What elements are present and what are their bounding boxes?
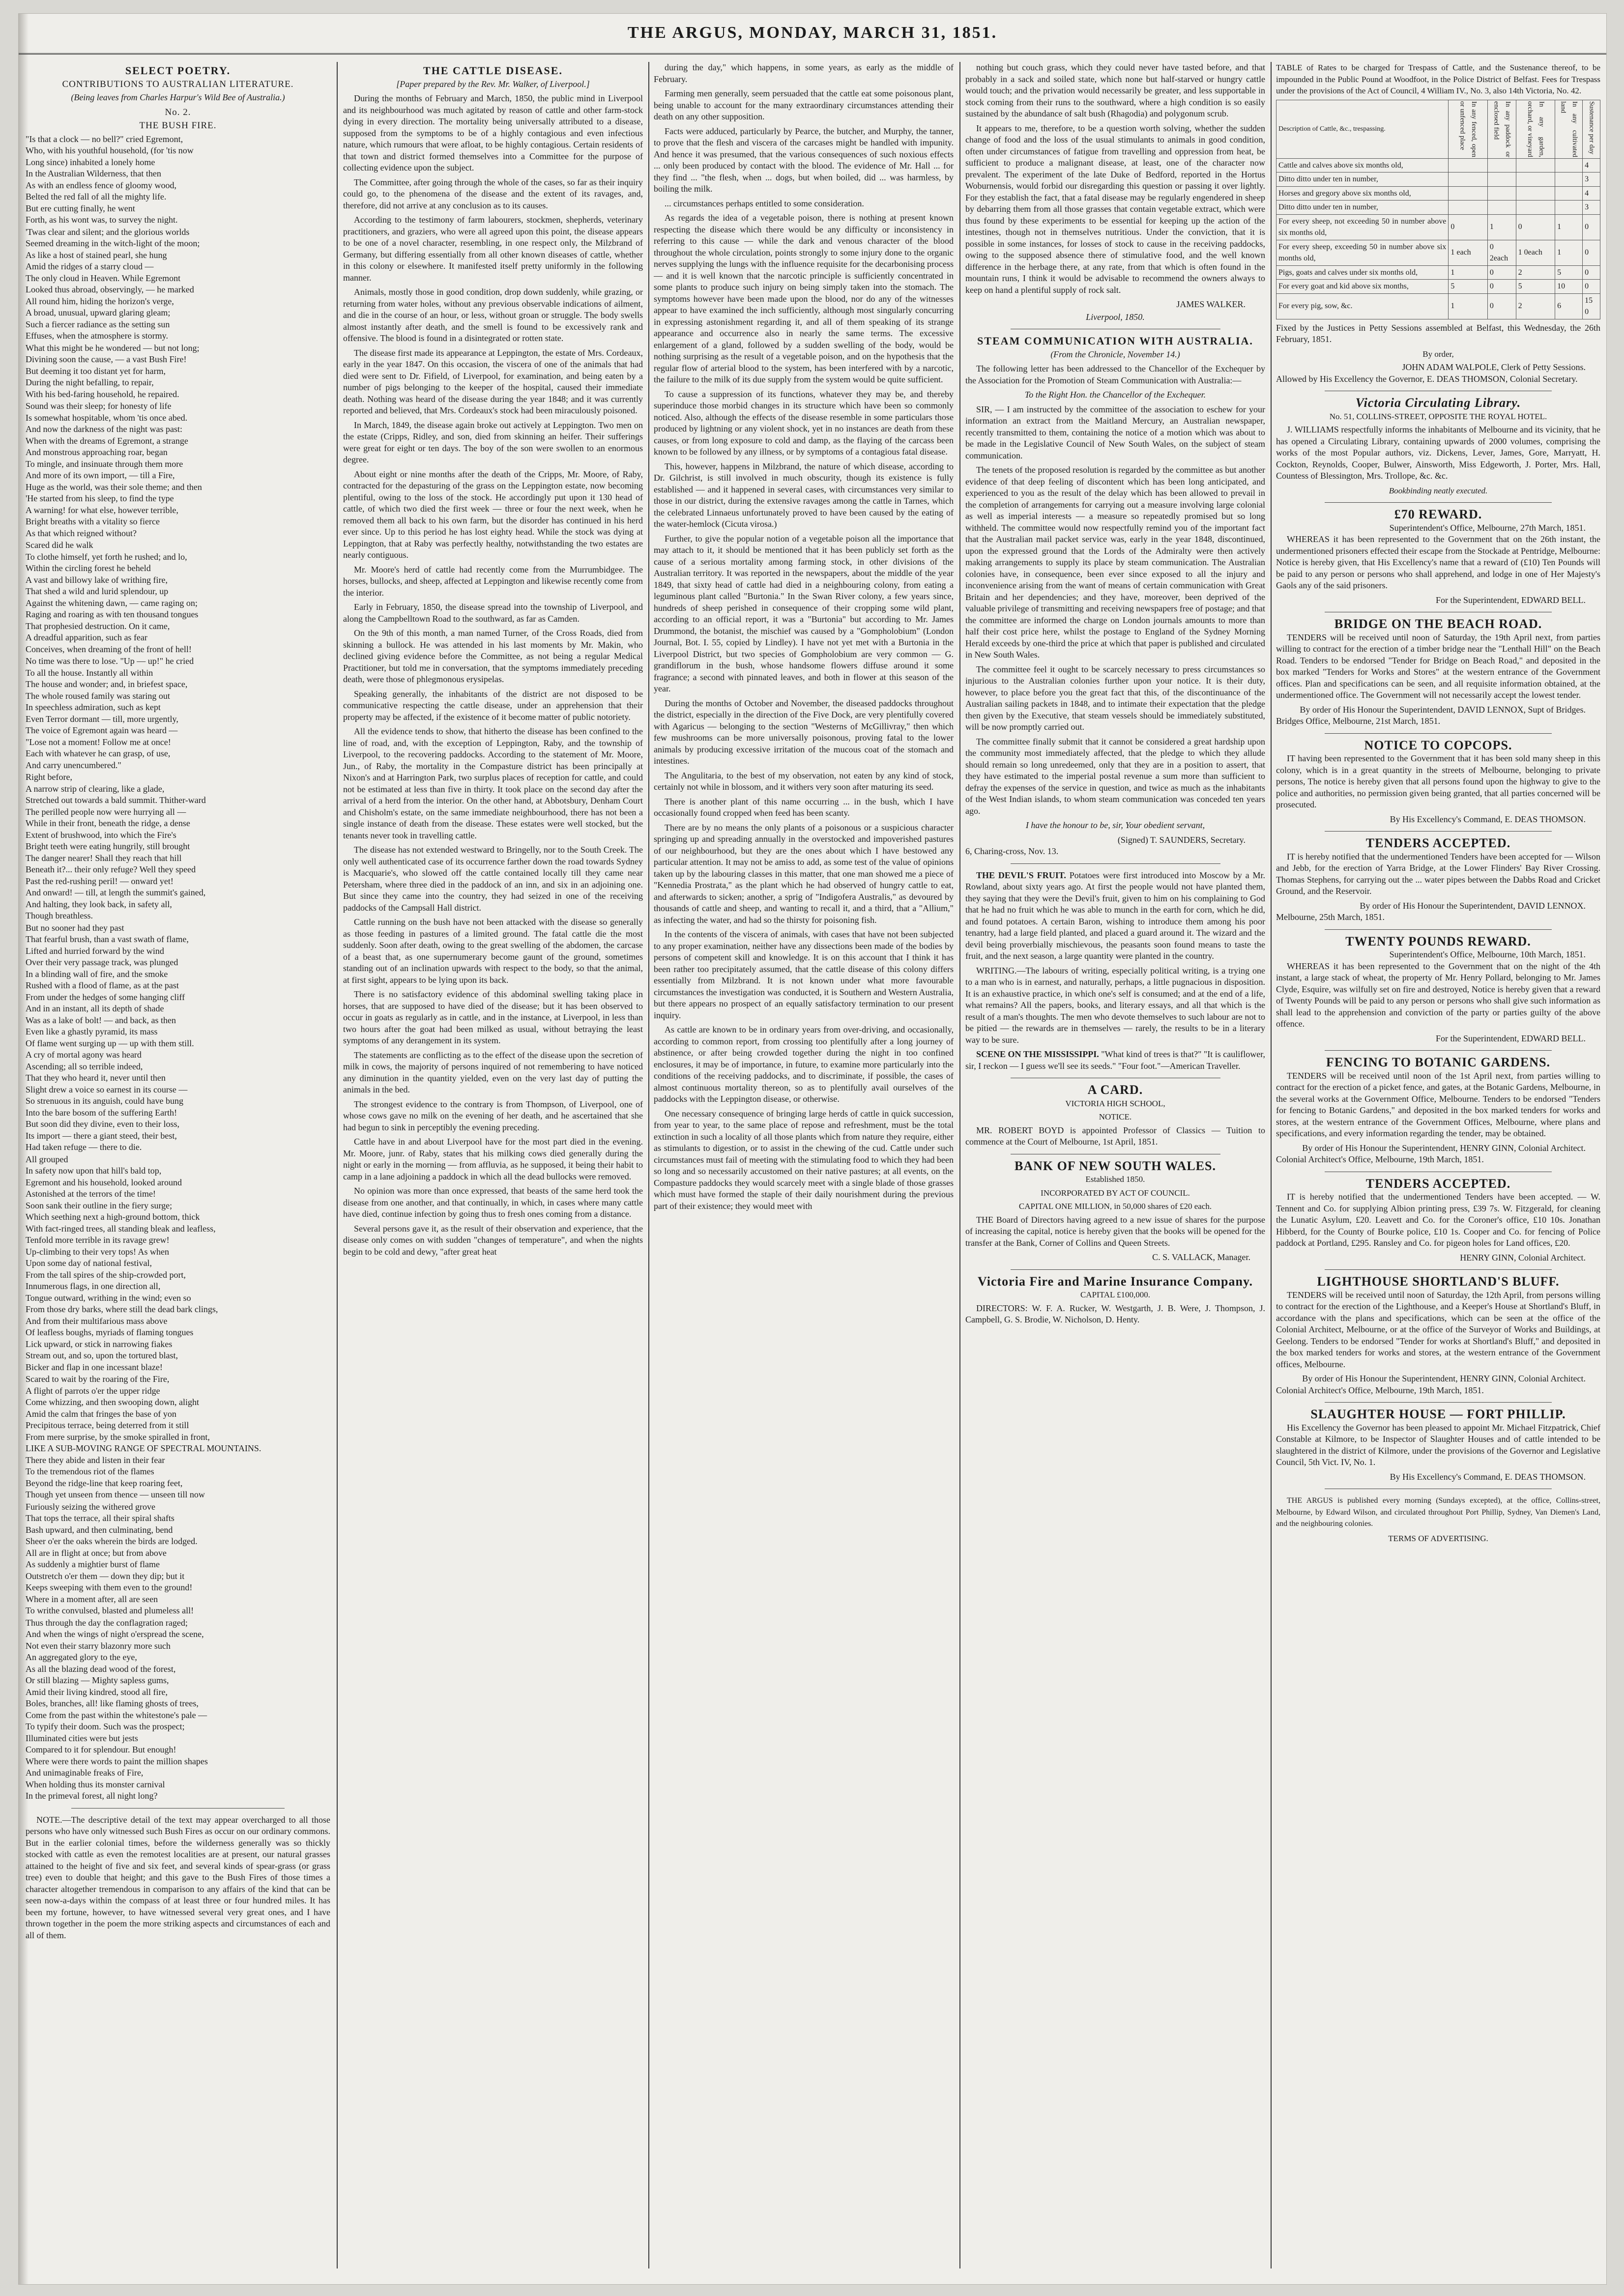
ad-subtitle: CAPITAL ONE MILLION, in 50,000 shares of £20 each. [1018,1202,1212,1211]
divider [1011,863,1220,864]
ad-title: BRIDGE ON THE BEACH ROAD. [1334,617,1542,631]
article-paragraph: There is no satisfactory evidence of this abdominal swelling taking place in horses, that are supposed to have died of the disease; but it has been observed to occur in goats as regularly as in cattle, and in the instance, at Liverpool, in less than two hours after the goat had been milked as usual, without betraying the least symptoms of any derangement in its system. [343,989,643,1045]
article-paragraph: It appears to me, therefore, to be a question worth solving, whether the sudden change of food and the loss of the usual stimulants to animals in good condition, often under circumstances of fatigue from travelling and oppression from heat, be sufficient to produce a malignant disease, at least, one of the character now prevalent. The experiment of the late Duke of Bedford, reported in the Hortus Woburnensis, would forbid our disregarding this question or passing it over lightly. For they establish the fact, that a fatal disease may be regularly engendered in sheep by debarring them from all those grasses that contain vegetable extract, which were thus found by these experiments to be essential for keeping up the action of the intestines, though not in themselves nutritious. Under the conviction, that it is possible in some instances, for losses of stock to cause in the receiving paddocks, owing to the supposed absence there of stimulative food, and the well known difference in the herbage there, at any rate, from that which is often found in the mountain runs, I think it would be advisable to recommend the owners always to keep on hand a plentiful supply of rock salt. [965,123,1265,295]
article-paragraph: Early in February, 1850, the disease spread into the township of Liverpool, and along the Campbelltown Road to the southward, as far as Camden. [343,602,643,624]
table-cell [1516,186,1555,201]
table-cell: For every sheep, not exceeding 50 in number above six months old, [1276,214,1449,240]
column-poetry [26,62,330,2268]
poem-stanza: But no sooner had they past That fearful brush, than a vast swath of flame, Lifted and hurried forward by the wind Over their very passage track, was plunged In a blinding wall of fire, and the smoke Rushed with a flood of flame, as at the past From under the hedges of some hanging cliff And in an instant, all its depth of shade Was as a lake of bolt! — and back, as then Even like a ghastly pyramid, its mass Of flame went surging up — up with them still. A cry of mortal agony was heard Ascending; all so terrible indeed, That they who heard it, never until then Slight drew a voice so earnest in its course — So strenuous in its anguish, could have bung Into the bare bosom of the suffering Earth! But soon did they divine, even to their loss, Its import — there a giant steed, their best, Had taken refuge — there to die. [26,922,194,1152]
table-title: TABLE of Rates to be charged for Trespass of Cattle, and the Sustenance thereof, to be impounded in the Public Pound at Woodfoot, in the Police District of Belfast. Fees for Trespass under the provisions of the Act of Council, 4 William IV., No. 3, also 14th Victoria, No. 42. [1276,63,1600,95]
ad-title: £70 REWARD. [1394,507,1482,521]
article-paragraph: Several persons gave it, as the result of their observation and experience, that the disease only comes on with sudden "changes of temperature", and when the nights begin to be cold and dewy, "after great heat [343,1223,643,1257]
ad-text: DIRECTORS: W. F. A. Rucker, W. Westgarth, J. B. Were, J. Thompson, J. Campbell, G. S. Brodie, W. Nicholson, D. Henty. [965,1303,1265,1324]
article-body [654,62,954,1212]
table-cell: 4 [1583,158,1600,172]
divider [1325,929,1552,930]
ad-signature: By order of His Honour the Superintendent, DAVID LENNOX, Supt of Bridges. [1300,704,1586,715]
article-paragraph: The Committee, after going through the whole of the cases, so far as their inquiry could go, to the phenomena of the disease and the extent of its ravages, and, therefore, did not arrive at any conclusion as to its causes. [343,177,643,210]
column-rule [337,62,338,2268]
ad-title: TENDERS ACCEPTED. [1365,1176,1511,1191]
table-cell [1555,172,1583,187]
table-cell: Cattle and calves above six months old, [1276,158,1449,172]
column-rule [959,62,960,2268]
article-intro: The following letter has been addressed to the Chancellor of the Exchequer by the Association for the Promotion of Steam Communication with Australia:— [965,364,1265,385]
divider [1325,1269,1552,1270]
letter-address: 6, Charing-cross, Nov. 13. [965,846,1059,856]
ad-title: LIGHTHOUSE SHORTLAND'S BLUFF. [1317,1274,1560,1289]
table-cell [1449,186,1488,201]
table-header-cell: In any fenced, open or unfenced place [1449,100,1488,158]
article-paragraph: The disease has not extended westward to Bringelly, nor to the South Creek. The only well authenticated case of its occurrence farther down the road towards Sydney is Macquarie's, who slowed off the cattle contained locally till they came near Petersham, where three died in the paddock of an inn, and six in an adjoining one. But since they came into the country, they had seized in one of the receiving paddocks of the Campsall Hall district. [343,845,643,913]
poem-title: THE BUSH FIRE. [139,120,217,131]
table-header-cell: Description of Cattle, &c., trespassing. [1276,100,1449,158]
divider [1325,831,1552,832]
ad-text: TENDERS will be received until noon of Saturday, the 12th April, from persons willing to contract for the erection of the Lighthouse, and a Keeper's House at Shortland's Bluff, in accordance with the plans and specifications, which can be seen at the office of the Colonial Architect, Melbourne, or at the office of the Surveyor of Works and Buildings, at Geelong. Tenders to be endorsed "Tender for works at Shortland's Bluff," and deposited in the box marked tenders for works and stores, at the western entrance of the Government offices, Melbourne. [1276,1290,1600,1369]
item-text: Potatoes were first introduced into Moscow by a Mr. Rowland, about sixty years ago. At first the people would not have planted them, they saying that they were the Devil's fruit, given to him on his complaining to God that he had no fruit which he was able to munch in the earth for corn, which he did, and found potatoes. A certain Baron, wishing to introduce them among his poor tenantry, had a large field planted, and placed a guard around it. The wizard and the devil being proverbially mischievous, the peasants soon found means to taste the fruit, and the next season, a large quantity were planted in the country. [965,870,1265,961]
divider [1011,1269,1220,1270]
ad-subtitle: NOTICE. [1099,1112,1132,1121]
table-cell: 2 [1516,265,1555,280]
table-cell: 0 [1583,265,1600,280]
ad-signature: HENRY GINN, Colonial Architect. [1460,1252,1586,1263]
table-cell: 3 [1583,172,1600,187]
poem-stanza: Thus through the day the conflagration raged; And when the wings of night o'erspread the scene, Not even their starry blazonry more such An aggregated glory to the eye, As all the blazing dead wood of the forest, Or still blazing — Mighty sapless gums, Amid their living kindred, stood all fire, Boles, branches, all! like flaming ghosts of trees, Come from the past within the whitestone's pale — To typify their doom. Such was the prospect; Illuminated cities were but jests Compared to it for splendour. But enough! Where were there words to paint the million shapes And unimaginable freaks of Fire, When holding thus its monster carnival In the primeval forest, all night long? [26,1617,208,1801]
article-paragraph: In March, 1849, the disease again broke out actively at Leppington. Two men on the estate (Cripps, Ridley, and son, died from skinning an heifer. Their sufferings were great for eight or ten days. The boy of the son were swollen to an enormous degree. [343,420,643,464]
poem-body [26,134,330,1802]
salutation: To the Right Hon. the Chancellor of the Exchequer. [1024,390,1206,400]
item-text: "What kind of trees is that?" "It is cauliflower, sir, I reckon — I guess we'll see its seeds." "Four foot."—American Traveller. [965,1049,1265,1071]
article-paragraph: During the months of October and November, the diseased paddocks throughout the district, especially in the direction of the Five Dock, are very plentifully covered with Agaricus — belonging to the section "Westerns of McGillivray," then which few mushrooms can be more universally poisonous, proving fatal to the lower animals by producing excessive irritation of the mucous coat of the stomach and intestines. [654,698,954,766]
table-cell: 0 [1583,214,1600,240]
article-paragraph: during the day," which happens, in some years, as early as the middle of February. [654,62,954,84]
ad-subtitle: CAPITAL £100,000. [1080,1290,1151,1299]
table-cell: 5 [1516,280,1555,294]
series-number: No. 2. [165,107,191,117]
ad-signature: For the Superintendent, EDWARD BELL. [1436,1033,1586,1043]
ad-signature: By order of His Honour the Superintendent, HENRY GINN, Colonial Architect. [1302,1143,1586,1153]
article-paragraph: There is another plant of this name occurring ... in the bush, which I have occasionally found cropped when feed has been scanty. [654,796,954,818]
article-paragraph: All the evidence tends to show, that hitherto the disease has been confined to the line of road, and, with the exception of Leppington, Raby, and the township of Liverpool, to the recovering paddocks. According to the statement of Mr. Moore, Jun., of Raby, the mortality in the Compasture district has been principally at Nixon's and at Harrington Park, two surplus places of reception for cattle, and could not be estimated at less than five in thirty. It took place on the second day after the arrival of a herd from the interior. On the other hand, at Abbotsbury, Denham Court and Chisholm's estate, on the same immediate neighbourhood, there has not been a single instance of death from the disease. These estates were well stocked, but the tenants never took in travelling cattle. [343,726,643,840]
table-cell: 1 each [1449,240,1488,265]
article-paragraph: According to the testimony of farm labourers, stockmen, shepherds, veterinary practitioners, and graziers, who were all agreed upon this point, the disease appears to be one of a novel character, resembling, in one respect only, the Milzbrand of Germany, but differing essentially from all other known diseases of cattle, whether in this colony or elsewhere. It manifested itself pretty uniformly in the following manner. [343,215,643,283]
table-cell: 0 [1583,280,1600,294]
ad-office: Bridges Office, Melbourne, 21st March, 1851. [1276,716,1441,726]
table-cell: 0 [1487,265,1516,280]
article-paragraph: On the 9th of this month, a man named Turner, of the Cross Roads, died from skinning a bullock. He was attended in his last moments by Mr. Makin, who declined giving evidence before the Committee, as not being a regular Medical Practitioner, but told me in conversation, that the symptoms immediately preceding death, were those of phlegmonous erysipelas. [343,628,643,684]
table-cell: Horses and gregory above six months old, [1276,186,1449,201]
table-cell: Ditto ditto under ten in number, [1276,201,1449,215]
poem-note: NOTE.—The descriptive detail of the text may appear overcharged to all those persons who have only witnessed such Bush Fires as occur on our ordinary commons. But in the earlier colonial times, before the wilderness generally was so thickly stocked with cattle as even the remotest localities are at present, our natural grasses attained to the height of five and six feet, and several kinds of spear-grass (or grass tree) even to double that height; and this gave to the Bush Fires of those times a character altogether tremendous in comparison to any affairs of the kind that can be seen now-a-days within the compass of at least three or four hundred miles. It has been my fortune, however, to have witnessed several very great ones, and I have thrown together in the poem the more striking aspects and circumstances of each and all of them. [26,1814,330,1940]
table-row [1276,186,1600,201]
divider [1325,1402,1552,1403]
table-allowed: Allowed by His Excellency the Governor, E. DEAS THOMSON, Colonial Secretary. [1276,373,1578,384]
article-paragraph: ... circumstances perhaps entitled to some consideration. [665,198,864,208]
divider [1325,733,1552,734]
article-paragraph: As cattle are known to be in ordinary years from over-driving, and occasionally, according to common report, from crossing too plentifully after a long journey of abstinence, or after being crowded together during the night in too confined enclosures, it may be of importance, in future, to examine more particularly into the conditions of the receiving paddocks, and to discriminate, if possible, the cases of almost continuous mortality thereon, so as to plentifully avail ourselves of the paddocks with the Leppington disease, or otherwise. [654,1025,954,1104]
article-paragraph: As regards the idea of a vegetable poison, there is nothing at present known respecting the disease which there would be any difficulty or inconsistency in referring to this cause — while the dark and venous character of the blood throughout the whole circulation, points strongly to some injury done to the organic nerves supplying the lungs with the influence requisite for the decarbonising process — and it is well known that the narcotic principle is sufficiently concentrated in some plants to produce such injury on being simply taken into the stomach. The symptoms however have been made upon the blood, nor do any of the witnesses appear to have examined the inch sufficiently, although most singularly concurring in expressing astonishment regarding it, and all of them speaking of its strange appearance and occurrence also in nearly the same terms. The excessive enlargement of a gland, followed by a sudden swelling of the body, would be nothing surprising as the result of a vegetable poison, and on the hypothesis that the regular flow of arterial blood to the system, has been interfered with by a narcotic, the failure to the milk of its due supply from the system would be quite sufficient. [654,213,954,384]
article-paragraph: Speaking generally, the inhabitants of the district are not disposed to be communicative respecting the cattle disease, under an apprehension that their property may be affected, if the existence of it become matter of public notoriety. [343,689,643,722]
table-cell: 10 [1555,280,1583,294]
table-header-cell: In any paddock or enclosed field [1487,100,1516,158]
table-cell [1449,158,1488,172]
item-title: SCENE ON THE MISSISSIPPI. [976,1049,1099,1059]
table-row [1276,172,1600,187]
table-cell: 0 2each [1487,240,1516,265]
masthead [19,14,1606,55]
ad-title: TENDERS ACCEPTED. [1365,836,1511,850]
ad-text: His Excellency the Governor has been pleased to appoint Mr. Michael Fitzpatrick, Chief Constable at Kilmore, to be Inspector of Slaughter Houses and of cattle intended to be slaughtered in the district of Kilmore, under the provisions of the Governor and Legislative Council, 5th Vict. IV, No. 1. [1276,1422,1600,1467]
poem-stanza: Sound was their sleep; for honesty of life Is somewhat hospitable, whom 'tis once abed. And now the darkness of the night was past: When with the dreams of Egremont, a strange And monstrous approaching roar, began To mingle, and insinuate through them more And more of its own import, — till a Fire, Huge as the world, was their sole theme; and then 'He started from his sleep, to find the type A warning! for what else, however terrible, Bright breaths with a vitality so fierce As that which reigned without? [26,401,202,538]
table-cell [1555,186,1583,201]
letter-body [965,404,1265,817]
table-cell: Pigs, goats and calves under six months old, [1276,265,1449,280]
ad-office: Colonial Architect's Office, Melbourne, 19th March, 1851. [1276,1154,1484,1164]
dateline: Liverpool, 1850. [1086,312,1145,322]
ad-text: WHEREAS it has been represented to the Government that on the night of the 4th instant, a large stack of wheat, the property of Mr. Henry Pollard, belonging to Mr. James Clyde, Esquire, was wilfully set on fire and destroyed, Notice is hereby given that a reward of Twenty Pounds will be paid to any person or persons who shall give such information as shall lead to the apprehension and conviction of the party or parties guilty of the above offence. [1276,961,1600,1029]
ad-text: IT is hereby notified that the undermentioned Tenders have been accepted for — Wilson and Jebb, for the erection of Yarra Bridge, at the Lower Flinders' Bay River Crossing. Thomas Stephens, for carrying out the ... water pipes between the Dabbs Road and Cricket Ground, and the Reservoir. [1276,851,1600,896]
table-cell [1487,186,1516,201]
table-cell [1449,201,1488,215]
table-row [1276,201,1600,215]
signature: JAMES WALKER. [1176,299,1246,309]
article-body [343,93,643,1258]
letter-paragraph: The tenets of the proposed resolution is regarded by the committee as but another evidence of that deep feeling of discontent which has been long anticipated, and experienced to you as the result of the delay which has been allowed to prevail in the completion of arrangements for carrying out a measure involving large colonial as well as imperial interests — a measure so repeatedly promised but so long withheld. The committee would now respectfully remind you of the important fact that the Australian mail packet service was, early in the year 1848, discontinued, upon the expressed ground that the Lords of the Admiralty were then actively making arrangements to supply its place by steam communication. The Australian colonies have, in consequence, been ever since exposed to all the injury and inconvenience arising from the want of means of certain communication with Great Britain and her dependencies; and they have, moreover, been deprived of the valuable privilege of transmitting and receiving newspapers free of postage; and that the committee are informed the charge on London journals amounts to more than half their cost price here, whilst the postage to England of the Sydney Morning Herald exceeds by one-third the price at which that paper is published and circulated in New South Wales. [965,465,1265,660]
poem-stanza: 'Twas clear and silent; and the glorious worlds Seemed dreaming in the witch-light of the moon; As like a host of stained pearl, she hung Amid the ridges of a starry cloud — The only cloud in Heaven. While Egremont Looked thus abroad, observingly, — he marked All round him, hiding the horizon's verge, A broad, unusual, upward glaring gleam; Such a fiercer radiance as the setting sun Effuses, when the atmosphere is stormy. [26,227,200,341]
ad-signature: By order of His Honour the Superintendent, HENRY GINN, Colonial Architect. [1302,1374,1586,1383]
ad-text: TENDERS will be received until noon of Saturday, the 19th April next, from parties willing to contract for the erection of a timber bridge near the "Lenthall Hill" on the Beach Road. Tenders to be endorsed "Tender for Bridge on Beach Road," and deposited in the box marked "Tenders for Works and Stores" at the western entrance of the Government offices. Plan and specifications can be seen, and all requisite information obtained, at the undermentioned office. The Government will not necessarily accept the lowest tender. [1276,632,1600,700]
article-byline: [Paper prepared by the Rev. Mr. Walker, of Liverpool.] [396,79,590,89]
poem-stanza: Furiously seizing the withered grove That tops the terrace, all their spiral shafts Bash upward, and then culminating, bend Sheer o'er the oaks wherein the birds are lodged. All are in flight at once; but from above As suddenly a mightier burst of flame Outstretch o'er them — down they dip; but it Keeps sweeping with them even to the ground! Where in a moment after, all are seen To writhe convulsed, blasted and plumeless all! [26,1501,198,1615]
ad-text: WHEREAS it has been represented to the Government that on the 26th instant, the undermentioned prisoners effected their escape from the Stockade at Pentridge, Melbourne: Notice is hereby given, that His Excellency's name that a reward of (£10) Ten Pounds will be paid to any person or persons who shall apprehend, and lodge in one of Her Majesty's Gaols any of the said prisoners. [1276,534,1600,590]
ad-signature: For the Superintendent, EDWARD BELL. [1436,595,1586,605]
table-cell: 1 [1555,214,1583,240]
ad-signature: By order of His Honour the Superintendent, DAVID LENNOX. [1360,900,1586,911]
publication-note: THE ARGUS is published every morning (Sundays excepted), at the office, Collins-street, Melbourne, by Edward Wilson, and circulated throughout Port Phillip, Sydney, Van Diemen's Land, and the neighbouring colonies. [1276,1496,1600,1528]
newspaper-page [19,14,1606,2284]
table-cell: 5 [1449,280,1488,294]
table-order: By order, [1422,349,1454,359]
ad-office: Melbourne, 25th March, 1851. [1276,912,1385,922]
table-cell [1487,158,1516,172]
table-cell [1487,172,1516,187]
section-heading: SELECT POETRY. [125,64,231,77]
table-cell: 15 0 [1583,293,1600,319]
table-row [1276,214,1600,240]
series-title: CONTRIBUTIONS TO AUSTRALIAN LITERATURE. [62,79,294,89]
ad-subtitle: INCORPORATED BY ACT OF COUNCIL. [1041,1188,1190,1198]
article-paragraph: nothing but couch grass, which they could never have tasted before, and that probably in a sack and soiled state, which none but half-starved or hungry cattle would touch; and the privation would necessarily be greater, and less supportable in stock coming from their runs to the southward, where a high condition is so easily sustained by the abundance of salt bush (Rhagodia) and polygonum scrub. [965,62,1265,118]
ad-signature: By His Excellency's Command, E. DEAS THOMSON. [1390,814,1586,824]
poem-stanza: No time was there to lose. "Up — up!" he cried To all the house. Instantly all within The house and wonder; and, in briefest space, The whole roused family was staring out In speechless admiration, such as kept Even Terror dormant — till, more urgently, The voice of Egremont again was heard — "Lose not a moment! Follow me at once! Each with whatever he can grasp, of use, And carry unencumbered." [26,656,194,770]
letter-paragraph: SIR, — I am instructed by the committee of the association to eschew for your information an extract from the Maitland Mercury, an Australian newspaper, recently transmitted to them, containing the notice of a motion which was about to be made in the Legislative Council of New South Wales, on the subject of steam communication. [965,404,1265,460]
ad-office: Colonial Architect's Office, Melbourne, 19th March, 1851. [1276,1385,1484,1395]
letter-paragraph: The committee feel it ought to be scarcely necessary to press circumstances so injurious to the Australian colonies further upon your notice. It is their duty, however, to place before you the great fact that this, of the discontinuance of the Australian sailing packets in 1848, and to intimate their expectation that the pledge then given by the Executive, that steam vessels should be immediately substituted, will be now promptly carried out. [965,664,1265,732]
ad-text: TENDERS will be received until noon of the 1st April next, from parties willing to contract for the erection of a picket fence, and gates, at the Botanic Gardens, Melbourne, in the several works at the Government Office, Melbourne. Tenders to be endorsed "Tenders for fencing to Botanic Gardens," and deposited in the box marked tenders for works and stores, at the western entrance of the Government Offices, Melbourne, where plans and specifications, and every information regarding the tender, may be obtained. [1276,1070,1600,1138]
ad-text: J. WILLIAMS respectfully informs the inhabitants of Melbourne and its vicinity, that he has opened a Circulating Library, containing upwards of 2000 volumes, comprising the works of the most Popular authors, viz. Dickens, Lever, James, Gore, Marryatt, H. Cockton, Reynolds, Cooper, Bulwer, Ainsworth, Miss Edgeworth, J. Porter, Mrs. Hall, Countess of Blessington, Mrs. Trollope, &c. &c. [1276,425,1600,481]
table-cell: 3 [1583,201,1600,215]
article-body [965,62,1265,296]
ad-office: Superintendent's Office, Melbourne, 27th March, 1851. [1389,522,1586,533]
masthead-title: THE ARGUS, MONDAY, MARCH 31, 1851. [627,24,998,42]
ad-signature: C. S. VALLACK, Manager. [1152,1252,1250,1262]
ad-title: TWENTY POUNDS REWARD. [1345,934,1531,948]
ad-text: MR. ROBERT BOYD is appointed Professor of Classics — Tuition to commence at the Court of Melbourne, 1st April, 1851. [965,1125,1265,1147]
ad-title: SLAUGHTER HOUSE — FORT PHILLIP. [1310,1407,1566,1421]
article-paragraph: The strongest evidence to the contrary is from Thompson, of Liverpool, one of whose cows gave no milk on the evening of her death, and he ascertained that she had begun to sink in perceptibly the evening preceding. [343,1099,643,1132]
table-cell: For every goat and kid above six months, [1276,280,1449,294]
ad-text: IT is hereby notified that the undermentioned Tenders have been accepted. — W. Tennent and Co. for supplying Albion printing press, £39 7s. W. Fitzgerald, for cleaning the Lunatic Asylum, £20. Leavett and Co. for the Coroner's office, £10 10s. Jonathan Hibberd, for the County of Bourke police, £10 1s. Cooper and Co. for fencing of Police paddock at Portland, £295. Ransley and Co. for pigeon holes for Land offices, £20. [1276,1192,1600,1248]
ad-note: Bookbinding neatly executed. [1389,486,1488,495]
letter-close: I have the honour to be, sir, Your obedient servant, [1025,820,1205,830]
table-cell: 1 [1449,293,1488,319]
table-row [1276,280,1600,294]
ad-title: A CARD. [1087,1083,1143,1097]
ad-signature: By His Excellency's Command, E. DEAS THOMSON. [1390,1471,1586,1482]
column-steam-communication [965,62,1265,2268]
table-cell [1449,172,1488,187]
table-footer: Fixed by the Justices in Petty Sessions assembled at Belfast, this Wednesday, the 26th February, 1851. [1276,322,1600,344]
article-paragraph: No opinion was more than once expressed, that beasts of the same herd took the disease from one another, and that continually, in which, in cases where many cattle have died, continue infection by going thus to fresh ones coming from a distance. [343,1186,643,1219]
article-paragraph: Animals, mostly those in good condition, drop down suddenly, while grazing, or returning from water holes, without any previous observable indications of ailment, and die in the course of an hour, or less, without groan or struggle. The body swells almost instantly after death, and the smell is found to be excessively rank and offensive. The blood is found in a disintegrated or rotten state. [343,287,643,343]
table-cell [1555,158,1583,172]
ad-text: THE Board of Directors having agreed to a new issue of shares for the purpose of increasing the capital, notice is hereby given that the books will be opened for the transfer at the Bank, Corner of Collins and Queen Streets. [965,1214,1265,1248]
ad-title: BANK OF NEW SOUTH WALES. [1014,1158,1216,1173]
poem-stanza: All grouped In safety now upon that hill's bald top, Egremont and his household, looked around Astonished at the terrors of the time! Soon sank their outline in the fiery surge; Which seething next a high-ground bottom, thick With fact-ringed trees, all standing bleak and leafless, Tenfold more terrible in its ravage grew! Up-climbing to their very tops! As when Upon some day of national festival, From the tall spires of the ship-crowded port, Innumerous flags, in one direction all, Tongue outward, writhing in the wind; even so From those dry barks, where still the dead bark clings, And from their multifarious mass above Of leafless boughs, myriads of flaming tongues Lick upward, or stick in narrowing fiakes Stream out, and so, upon the tortured blast, Bicker and flap in one incessant blaze! [26,1154,218,1372]
ad-office: Superintendent's Office, Melbourne, 10th March, 1851. [1389,949,1586,959]
table-cell: 1 [1487,214,1516,240]
article-paragraph: The Angulitaria, to the best of my observation, not eaten by any kind of stock, certainly not while in blossom, and it withers very soon after maturing its seed. [654,770,954,792]
table-clerk: JOHN ADAM WALPOLE, Clerk of Petty Sessions. [1402,362,1586,372]
item-text: WRITING.—The labours of writing, especially political writing, is a trying one to a man who is in earnest, and naturally, perhaps, a little pugnacious in disposition. It is an exhaustive practice, in which one's self is consumed; and at the end of a life, what remains? All the papers, books, and literary essays, and all that which is the result of a man's thoughts. The men who devote themselves to such labour are not to be pitied — the rewards are in themselves — rarely, the results to be in a literary way to be sure. [965,965,1265,1045]
ad-subtitle: No. 51, COLLINS-STREET, OPPOSITE THE ROYAL HOTEL. [1329,411,1547,421]
article-paragraph: Mr. Moore's herd of cattle had recently come from the Murrumbidgee. The horses, bullocks, and sheep, affected at Leppington and likewise recently come from the interior. [343,564,643,598]
table-cell: 2 [1516,293,1555,319]
table-cell: 0 [1487,280,1516,294]
ad-subtitle: Established 1850. [1085,1175,1145,1184]
table-cell: 5 [1555,265,1583,280]
item-title: THE DEVIL'S FRUIT. [976,870,1066,880]
article-paragraph: In the contents of the viscera of animals, with cases that have not been subjected to any proper examination, neither have any dissections been made of the bodies by persons of competent skill and knowledge. It is on this account that I think it has been rather too precipitately assumed, that the cattle disease of this colony differs essentially from Milzbrand. It is not known under what more favourable circumstances the investigation was conducted, it is Southern and Western Australia, but there appears no prospect of an equally satisfactory termination to our present inquiry. [654,929,954,1020]
table-cell: 6 [1555,293,1583,319]
ad-title: Victoria Fire and Marine Insurance Company. [977,1274,1253,1289]
ad-title: Victoria Circulating Library. [1355,396,1521,410]
table-cell: 1 [1555,240,1583,265]
article-paragraph: This, however, happens in Milzbrand, the nature of which disease, according to Dr. Gilchrist, is still involved in much obscurity, though its existence is fully established — and it happened in several cases, with circumstances very similar to those in our district, during the extensive ravages among the cattle in Tarnes, which the celebrated Linnaeus unfortunately proved to have been caused by the eating of the water-hemlock (Cicuta virosa.) [654,461,954,529]
table-cell [1516,172,1555,187]
column-government-notices [1276,62,1600,2268]
letter-paragraph: The committee finally submit that it cannot be considered a great hardship upon the community most immediately affected, that the pledge to which they allude should remain so long unredeemed, only that they are in a position to assert, that they have estimated to the imperial postal revenue a sum more than sufficient to defray the expenses of the service in question, and twice as much as the inhabitants of the West Indian islands, to whom steam communication was conceded ten years ago. [965,736,1265,816]
rates-table [1276,100,1600,319]
table-cell [1516,158,1555,172]
article-paragraph: Farming men generally, seem persuaded that the cattle eat some poisonous plant, being unable to account for the many extraordinary circumstances attending their death on any other supposition. [654,88,954,121]
article-title: THE CATTLE DISEASE. [423,64,563,77]
table-row [1276,158,1600,172]
ad-text: IT having been represented to the Government that it has been sold many sheep in this colony, which is in a great quantity in the streets of Melbourne, belonging to private persons, The notice is hereby given that all persons found upon the highway to give to the police and authorities, no permission given being granted, that all parties concerned will be prosecuted. [1276,753,1600,809]
table-cell: For every sheep, exceeding 50 in number above six months old, [1276,240,1449,265]
poem-stanza: Right before, A narrow strip of clearing, like a glade, Stretched out towards a bald summit. Thither-ward The perilled people now were hurrying all — While in their front, beneath the ridge, a dense Extent of brushwood, into which the Fire's Bright teeth were eating hungrily, still brought The danger nearer! Shall they reach that hill Beneath it?... their only refuge? Well they speed Past the red-rushing peril! — onward yet! And onward! — till, at length the summit's gained, And halting, they look back, in safety all, Though breathless. [26,772,206,920]
article-paragraph: During the months of February and March, 1850, the public mind in Liverpool and its neighbourhood was much agitated by reason of cattle and other farm-stock dying in every direction. The mortality being universally attributed to a disease, supposed from the symptoms to be of a highly contagious and even infectious nature, which rumours that were afloat, to be highly contagious. Certain residents of that town and district formed themselves into a Committee for the purpose of collecting evidence upon the subject. [343,93,643,172]
article-paragraph: Cattle have in and about Liverpool have for the most part died in the evening. Mr. Moore, junr. of Raby, states that his milking cows died generally during the night or early in the morning — from affluvia, as he supposed, it being their habit to camp in a lane adjoining a paddock in which all the dead bullocks were removed. [343,1137,643,1181]
article-paragraph: The disease first made its appearance at Leppington, the estate of Mrs. Cordeaux, early in the year 1847. On this occasion, the viscera of one of the animals that had died were sent to Dr. Fifield, of Liverpool, for examination, and being eaten by a number of pigs belonging to the keeper of the hospital, caused their immediate death. Nothing was heard of the disease during the year 1848; and it was currently reported and believed, that Mrs. Cordeaux's stock had been miraculously poisoned. [343,347,643,415]
table-row [1276,265,1600,280]
table-cell: Ditto ditto under ten in number, [1276,172,1449,187]
poem-stanza: "Is that a clock — no bell?" cried Egremont, Who, with his youthful household, (for 'tis now Long since) inhabited a lonely home In the Australian Wilderness, that then As with an endless fence of gloomy wood, Belted the red fall of all the mighty life. But ere cutting finally, he went Forth, as his wont was, to survey the night. [26,134,194,225]
column-cattle-disease-continued [654,62,954,2268]
article-paragraph: About eight or nine months after the death of the Cripps, Mr. Moore, of Raby, contracted for the depasturing of the grass on the Leppington estate, now becoming plentiful, owing to the loss of the stock. He accordingly put upon it 130 head of cattle, of which two died the first week — three or four the next week, when he removed them all back to his own farm, but the disorder has continued in his herd ever since. Up to this period he has lost eighty head. While the stock was dying at Leppington, that at Raby was perfectly healthy, notwithstanding the two estates are nearly contiguous. [343,469,643,560]
table-header-cell: In any garden, orchard, or vineyard [1516,100,1555,158]
letter-signature: (Signed) T. SAUNDERS, Secretary. [1117,834,1246,845]
table-cell [1516,201,1555,215]
divider [1325,1050,1552,1051]
article-title: STEAM COMMUNICATION WITH AUSTRALIA. [977,335,1253,347]
article-paragraph: One necessary consequence of bringing large herds of cattle in quick succession, from year to year, to the same place of repose and refreshment, must be the total extinction in such a locality of all those plants which from nature they require, either as stimulants to digestion, or to assist in the chewing of the cud. Cattle under such circumstances must fail of meeting with the stimulating food to which they had been so long and so necessarily accustomed on their native pastures; at all events, on the Compasture paddocks they would scarcely meet with a single blade of those grasses which must have formed the staple of their daily nourishment during the previous part of their existence; they would meet with [654,1108,954,1211]
table-cell: 0 [1487,293,1516,319]
table-cell: 1 0each [1516,240,1555,265]
article-paragraph: There are by no means the only plants of a poisonous or a suspicious character springing up and spreading annually in the overstocked and impoverished pastures of our neighbourhood, but they are the ones about which I have bestowed any particular attention. It may not be amiss to add, as some test of the value of opinions taken up by the labouring classes in this matter, that one man showed me a piece of "Kennedia Prostrata," as the plant which he had observed of hungry cattle to eat, and afterwards to sicken; another, a sprig of "Indigofera Australis," as devoured by thousands of cattle and sheep, and wanting to recall it, and a third, that a "Allium," as infecting the water, and had so the thirsty for poisoning fish. [654,822,954,925]
series-note: (Being leaves from Charles Harpur's Wild Bee of Australia.) [71,92,285,102]
table-cell: 4 [1583,186,1600,201]
table-cell: 1 [1449,265,1488,280]
table-cell: 0 [1583,240,1600,265]
terms-heading: TERMS OF ADVERTISING. [1388,1533,1488,1543]
table-cell [1487,201,1516,215]
column-rule [1271,62,1272,2268]
article-paragraph: Facts were adduced, particularly by Pearce, the butcher, and Murphy, the tanner, to prove that the flesh and viscera of the carcases might be handled with impunity. And hence it was presumed, that the various consequences of such noxious effects ... only been produced by contact with the blood. The evidence of Mr. Hall ... for they find ... "the flesh, when ... dogs, but when boiled, did ... was harmless, by boiling the milk. [654,126,954,194]
column-cattle-disease [343,62,643,2268]
ad-title: NOTICE TO COPCOPS. [1364,738,1512,752]
ad-title: FENCING TO BOTANIC GARDENS. [1326,1055,1551,1069]
table-cell: 0 [1449,214,1488,240]
article-paragraph: To cause a suppression of its functions, whatever they may be, and thereby superinduce those morbid changes in its structure which have been so commonly noticed. Also, although the effects of the disease resemble in some particulars those produced by lightning or any violent shock, yet in no instances are death from these causes, or from long exposure to cold and damp, as the flaying of the carcass been known to be followed by any illness, or by symptoms of a contagious fatal disease. [654,389,954,457]
column-rule [648,62,649,2268]
article-paragraph: Cattle running on the bush have not been attacked with the disease so generally as those feeding in pastures of a limited ground. The fatal cattle die the most suddenly. Soon after death, owing to the great swelling of the abdomen, the carcase of a beast that, as one supernumerary become gaunt of the ground, sometimes standing out of an inclination upwards with respect to the body, so that the animal, at first sight, appears to be lying upon its back. [343,917,643,985]
table-row [1276,293,1600,319]
poem-stanza: Scared to wait by the roaring of the Fire, A flight of parrots o'er the upper ridge Come whizzing, and then swooping down, alight Amid the calm that fringes the base of yon Precipitous terrace, being deterred from it still From mere surprise, by the smoke spiralled in front, LIKE A SUB-MOVING RANGE OF SPECTRAL MOUNTAINS. There they abide and listen in their fear To the tremendous riot of the flames Beyond the ridge-line that keep roaring feet, Though yet unseen from thence — unseen till now [26,1374,261,1499]
article-paragraph: The statements are conflicting as to the effect of the disease upon the secretion of milk in cows, the majority of persons inquired of not remembering to have noticed any diminution in the quantity yielded, even on the very last day of putting the animals in the bed. [343,1050,643,1094]
ad-subtitle: VICTORIA HIGH SCHOOL, [1065,1098,1165,1108]
table-cell: For every pig, sow, &c. [1276,293,1449,319]
divider [1325,502,1552,503]
table-cell [1555,201,1583,215]
poem-stanza: What this might be he wondered — but not long; Divining soon the cause, — a vast Bush Fire! But deeming it too distant yet for harm, During the night befalling, to repair, With his bed-faring household, he repaired. [26,343,200,399]
table-row [1276,240,1600,265]
poem-stanza: Scared did he walk To clothe himself, yet forth he rushed; and lo, Within the circling forest he beheld A vast and billowy lake of writhing fire, That shed a wild and lurid splendour, up Against the whitening dawn, — came raging on; Raging and roaring as with ten thousand tongues That prophesied destruction. On it came, A dreadful apparition, such as fear Conceives, when dreaming of the front of hell! [26,540,199,654]
article-source: (From the Chronicle, November 14.) [1050,349,1180,359]
table-header-cell: Sustenance per day [1583,100,1600,158]
table-cell: 0 [1516,214,1555,240]
article-paragraph: Further, to give the popular notion of a vegetable poison all the importance that may attach to it, it should be mentioned that it has been publicly set forth as the cause of a serious mortality among farming stock, in other divisions of the Australian territory. It was reported in the newspapers, about the middle of the year 1849, that sixty head of cattle had died in a neighbouring colony, from eating a leguminous plant called "Burtonia." In the Swan River colony, a few years since, hundreds of sheep perished in consequence of their cropping some wild plant, according to an official report, it was a "Burtonia" but according to Mr. James Drummond, the botanist, the mischief was caused by a "Gompholobium" (London Journal, Bot. I. 55, copied by Lindley). I have not yet met with a Burtonia in the Liverpool District, but two species of Gompholobium are very common — G. grandiflorum in the bush, whose handsome flowers diffuse around it some fragrance; a second with pinnated leaves, and both in flower at this season of the year. [654,533,954,693]
table-header-cell: In any cultivated land [1555,100,1583,158]
